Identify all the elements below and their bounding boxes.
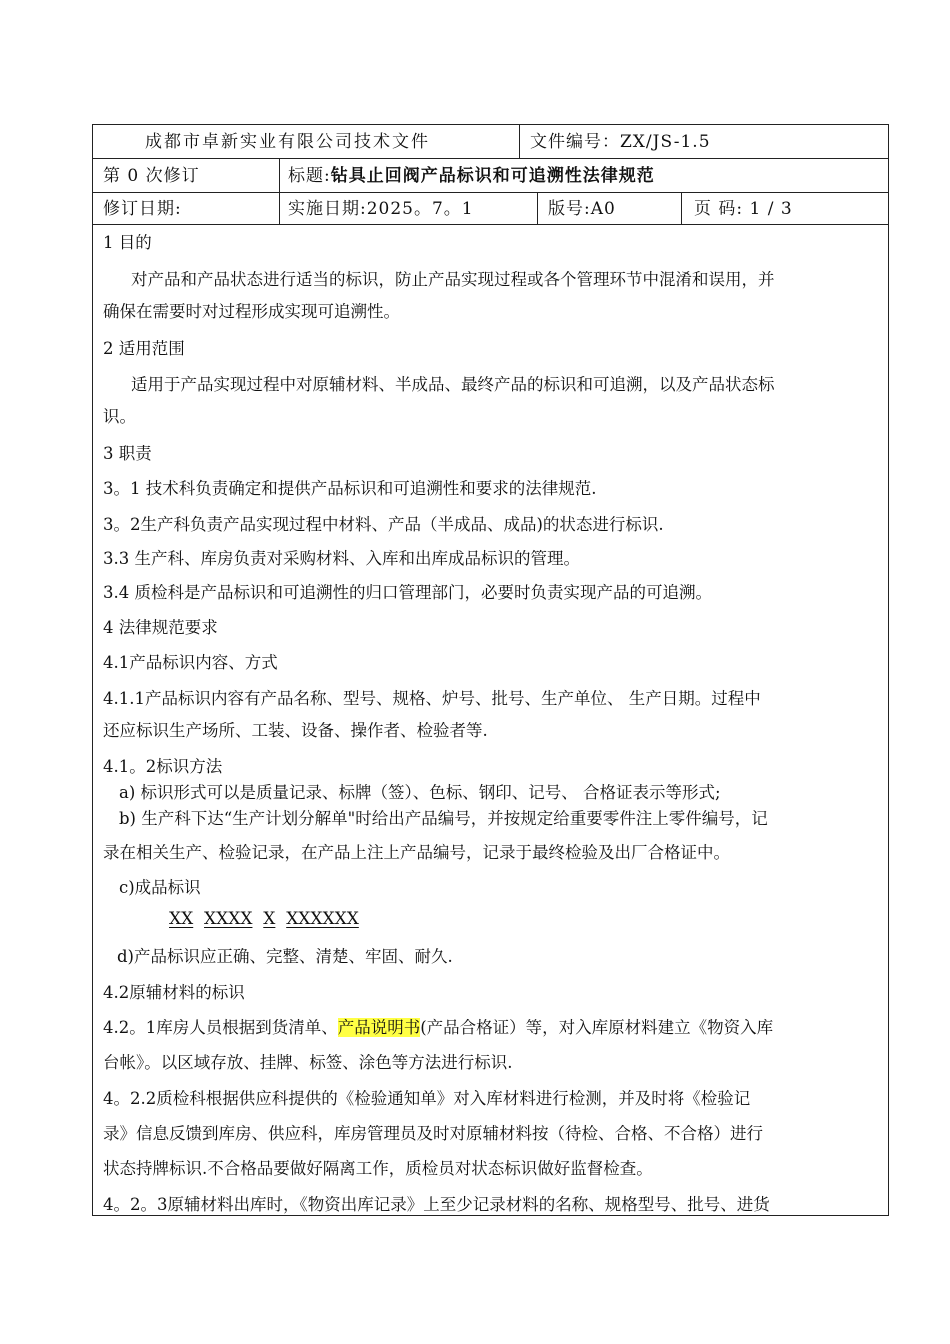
paragraph-line: 状态持牌标识.不合格品要做好隔离工作，质检员对状态标识做好监督检查。	[103, 1159, 653, 1178]
paragraph-line	[103, 1014, 773, 1038]
product-code-pattern	[169, 909, 359, 929]
paragraph-line: 4。2.2质检科根据供应科提供的《检验通知单》对入库材料进行检测，并及时将《检验记	[103, 1089, 751, 1108]
paragraph-line: 录》信息反馈到库房、供应科，库房管理员及时对原辅材料按（待检、合格、不合格）进行	[103, 1124, 763, 1143]
paragraph-line: 3。2生产科负责产品实现过程中材料、产品（半成品、成品)的状态进行标识.	[103, 515, 664, 534]
page-label: 页 码:	[694, 199, 744, 219]
paragraph-line: 3.3 生产科、库房负责对采购材料、入库和出库成品标识的管理。	[103, 549, 580, 568]
section-2-heading: 2 适用范围	[103, 339, 185, 358]
header-row-3	[93, 193, 888, 225]
code-segment: XXXX	[286, 909, 335, 929]
document-title	[279, 159, 888, 192]
paragraph-line: 3.4 质检科是产品标识和可追溯性的归口管理部门，必要时负责实现产品的可追溯。	[103, 583, 712, 602]
paragraph-line: d)产品标识应正确、完整、清楚、牢固、耐久.	[117, 947, 453, 966]
paragraph-line: 4.1.1产品标识内容有产品名称、型号、规格、炉号、批号、生产单位、 生产日期。过程中	[103, 689, 761, 708]
line-segment: (产品合格证）等，对入库原材料建立《物资入库	[420, 1018, 774, 1037]
section-3-heading: 3 职责	[103, 444, 152, 463]
paragraph-line: 录在相关生产、检验记录，在产品上注上产品编号，记录于最终检验及出厂合格证中。	[103, 843, 730, 862]
highlighted-text: 产品说明书	[337, 1018, 421, 1037]
code-segment: XX	[169, 909, 194, 929]
document-page	[92, 124, 889, 1216]
paragraph-line: 还应标识生产场所、工装、设备、操作者、检验者等.	[103, 721, 488, 740]
paragraph-line: c)成品标识	[119, 878, 201, 897]
paragraph-line: 确保在需要时对过程形成实现可追溯性。	[103, 302, 400, 321]
paragraph-line: 台帐》。以区域存放、挂牌、标签、涂色等方法进行标识.	[103, 1053, 513, 1072]
code-segment: XX	[334, 909, 359, 929]
title-label: 标题:	[288, 166, 331, 186]
version-number: 版号:A0	[537, 193, 681, 224]
paragraph-line: 4。2。3原辅材料出库时，《物资出库记录》上至少记录材料的名称、规格型号、批号、进货	[103, 1195, 770, 1214]
subsection-heading: 4.1产品标识内容、方式	[103, 653, 278, 672]
header-row-2	[93, 159, 888, 193]
page-number	[681, 193, 888, 224]
code-segment: X	[263, 909, 276, 929]
line-segment: 4.2。1库房人员根据到货清单、	[103, 1018, 338, 1037]
document-number: 文件编号：ZX/JS-1.5	[519, 125, 888, 158]
company-name: 成都市卓新实业有限公司技术文件	[145, 132, 430, 152]
subsection-heading: 4.2原辅材料的标识	[103, 983, 245, 1002]
subsection-heading: 4.1。2标识方法	[103, 757, 223, 776]
paragraph-line: b) 生产科下达“生产计划分解单"时给出产品编号，并按规定给重要零件注上零件编号，记	[119, 809, 768, 828]
paragraph-line: 对产品和产品状态进行适当的标识，防止产品实现过程或各个管理环节中混淆和误用，并	[131, 270, 775, 289]
paragraph-line: 适用于产品实现过程中对原辅材料、半成品、最终产品的标识和可追溯，以及产品状态标	[131, 375, 775, 394]
paragraph-line: 3。1 技术科负责确定和提供产品标识和可追溯性和要求的法律规范.	[103, 479, 597, 498]
title-text: 钻具止回阀产品标识和可追溯性法律规范	[330, 166, 655, 186]
paragraph-line: 识。	[103, 407, 136, 426]
code-segment: XXXX	[204, 909, 253, 929]
header-row-1	[93, 125, 888, 159]
revision-count: 第 0 次修订	[103, 166, 200, 186]
implementation-date: 实施日期:2025。7。1	[279, 193, 537, 224]
section-1-heading: 1 目的	[103, 233, 152, 252]
revision-date: 修订日期:	[103, 199, 182, 219]
paragraph-line: a) 标识形式可以是质量记录、标牌（签）、色标、钢印、记号、 合格证表示等形式;	[119, 783, 721, 802]
page-value: 1 / 3	[749, 199, 793, 219]
section-4-heading: 4 法律规范要求	[103, 618, 218, 637]
